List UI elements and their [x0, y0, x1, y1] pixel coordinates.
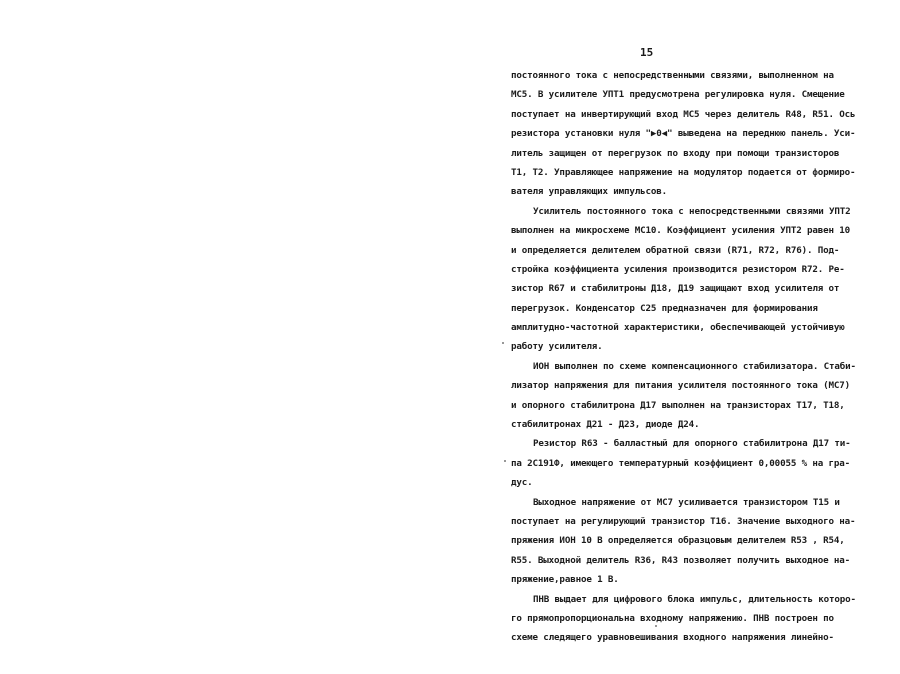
- text-line: R55. Выходной делитель R36, R43 позволяет получить выходное на-: [511, 554, 851, 566]
- paragraph-first-line: ПНВ выдает для цифрового блока импульс, длительность которо-: [533, 593, 856, 605]
- text-line: го прямопропорциональна входному напряжению. ПНВ построен по: [511, 612, 834, 624]
- paragraph-first-line: ИОН выполнен по схеме компенсационного стабилизатора. Стаби-: [533, 360, 856, 372]
- text-line: поступает на регулирующий транзистор Т16. Значение выходного на-: [511, 515, 856, 527]
- text-line: лизатор напряжения для питания усилителя постоянного тока (МС7): [511, 380, 851, 392]
- text-line: па 2С191Ф, имеющего температурный коэффициент 0,00055 % на гра-: [511, 457, 851, 469]
- page-number: 15: [640, 46, 654, 59]
- text-line: и опорного стабилитрона Д17 выполнен на транзисторах Т17, Т18,: [511, 399, 845, 411]
- text-line: Т1, Т2. Управляющее напряжение на модулятор подается от формиро-: [511, 166, 856, 178]
- text-line: постоянного тока с непосредственными связями, выполненном на: [511, 70, 834, 81]
- text-line: вателя управляющих импульсов.: [511, 186, 668, 198]
- scan-speck: [655, 625, 657, 627]
- scan-speck: [504, 460, 506, 462]
- text-line: работу усилителя.: [511, 341, 603, 353]
- text-line: перегрузок. Конденсатор С25 предназначен для формирования: [511, 302, 818, 314]
- text-line: литель защищен от перегрузок по входу при помощи транзисторов: [511, 147, 840, 159]
- text-line: схеме следящего уравновешивания входного напряжения линейно-: [511, 632, 834, 644]
- text-line: поступает на инвертирующий вход МС5 через делитель R48, R51. Ось: [511, 108, 856, 120]
- body-text: [511, 66, 856, 648]
- text-line: стройка коэффициента усиления производится резистором R72. Ре-: [511, 263, 845, 275]
- paragraph-first-line: Резистор R63 - балластный для опорного стабилитрона Д17 ти-: [533, 438, 851, 450]
- text-line: зистор R67 и стабилитроны Д18, Д19 защищают вход усилителя от: [511, 283, 840, 295]
- text-line: и определяется делителем обратной связи (R71, R72, R76). Под-: [511, 244, 840, 256]
- text-line: пряжения ИОН 10 В определяется образцовым делителем R53 , R54,: [511, 535, 845, 547]
- paragraph-first-line: Выходное напряжение от МС7 усиливается транзистором Т15 и: [533, 496, 840, 508]
- text-line: резистора установки нуля "▶0◀" выведена на переднюю панель. Уси-: [511, 128, 856, 140]
- text-line: дус.: [511, 477, 533, 489]
- paragraph-first-line: Усилитель постоянного тока с непосредственными связями УПТ2: [533, 205, 851, 217]
- scan-speck: [502, 342, 504, 344]
- text-line: МС5. В усилителе УПТ1 предусмотрена регулировка нуля. Смещение: [511, 89, 845, 101]
- text-line: пряжение,равное 1 В.: [511, 574, 619, 586]
- text-line: выполнен на микросхеме МС10. Коэффициент усиления УПТ2 равен 10: [511, 225, 851, 237]
- text-line: амплитудно-частотной характеристики, обеспечивающей устойчивую: [511, 322, 845, 334]
- text-line: стабилитронах Д21 - Д23, диоде Д24.: [511, 419, 700, 431]
